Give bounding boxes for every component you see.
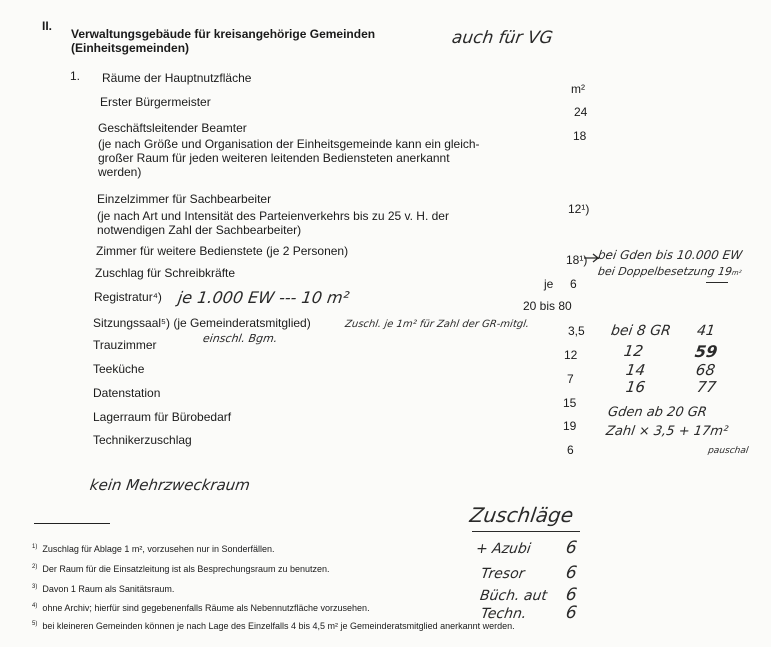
hw-pauschal: pauschal <box>707 446 749 456</box>
row-label-buergermeister: Erster Bürgermeister <box>100 95 211 109</box>
footnote-2-text: Der Raum für die Einsatzleitung ist als Besprechungsraum zu benutzen. <box>42 564 330 574</box>
hw-zuschlag-3-value: 6 <box>564 585 579 605</box>
row-note-beamter-3: werden) <box>98 165 142 179</box>
hw-doppelbesetzung-unit: m² <box>731 269 743 277</box>
hw-zuschlag-1-value: 6 <box>564 538 579 558</box>
row-label-registratur: Registratur⁴) <box>94 290 162 304</box>
footnote-4-mark: 4) <box>32 603 38 609</box>
subsection-number: 1. <box>70 69 81 83</box>
hw-zuschlag-4-value: 6 <box>564 603 579 623</box>
hw-gr-value-2: 59 <box>693 342 719 361</box>
row-value-buergermeister: 24 <box>574 105 588 119</box>
hw-gr-count-1: bei 8 GR <box>609 323 672 339</box>
hw-gr-count-2: 12 <box>622 342 645 360</box>
row-note-sachbearbeiter-1: (je nach Art und Intensität des Parteienverkehrs bis zu 25 v. H. der <box>97 209 449 223</box>
hw-zuschlaege-underline <box>472 531 580 532</box>
row-value-lagerraum: 19 <box>563 419 577 433</box>
row-label-sachbearbeiter: Einzelzimmer für Sachbearbeiter <box>97 192 272 206</box>
hw-auch-vg: auch für VG <box>450 28 555 48</box>
section-number: II. <box>42 19 53 33</box>
hw-zuschlaege-title: Zuschläge <box>468 503 575 527</box>
row-note-beamter-2: großer Raum für jeden weiteren leitenden Bediensteten anerkannt <box>98 151 450 165</box>
row-label-lagerraum: Lagerraum für Bürobedarf <box>93 410 232 424</box>
footnote-3-text: Davon 1 Raum als Sanitätsraum. <box>42 584 175 594</box>
row-value-beamter: 18 <box>573 129 587 143</box>
row-label-trauzimmer: Trauzimmer <box>93 338 157 352</box>
hw-gr-count-3: 14 <box>624 361 647 379</box>
row-value-sachbearbeiter: 12¹) <box>568 202 590 216</box>
row-label-schreibkraefte: Zuschlag für Schreibkräfte <box>95 266 236 280</box>
row-value-bedienstete: 18¹) <box>566 253 588 267</box>
footnote-4-text: ohne Archiv; hierfür sind gegebenenfalls Räume als Nebennutzfläche vorzusehen. <box>42 603 370 613</box>
hw-doppelbesetzung <box>597 265 742 278</box>
hw-gr-value-4: 77 <box>695 378 718 396</box>
row-label-datenstation: Datenstation <box>93 386 161 400</box>
section-title-line1: Verwaltungsgebäude für kreisangehörige Gemeinden <box>71 27 376 41</box>
section-title-line2: (Einheitsgemeinden) <box>71 41 190 55</box>
row-value-registratur: 20 bis 80 <box>523 299 572 313</box>
footnote-3-mark: 3) <box>32 584 38 590</box>
row-label-teekueche: Teeküche <box>93 362 145 376</box>
row-note-beamter-1: (je nach Größe und Organisation der Einheitsgemeinde kann ein gleich- <box>98 137 480 151</box>
hw-formel: Zahl × 3,5 + 17m² <box>604 424 730 439</box>
row-label-bedienstete: Zimmer für weitere Bedienstete (je 2 Personen) <box>96 244 349 258</box>
row-label-beamter: Geschäftsleitender Beamter <box>98 121 247 135</box>
row-value-techniker: 6 <box>567 443 574 457</box>
row-label-techniker: Technikerzuschlag <box>93 433 192 447</box>
row-value-trauzimmer: 12 <box>564 348 578 362</box>
hw-zuschlag-4-label: Techn. <box>479 606 528 622</box>
hw-registratur-note: je 1.000 EW --- 10 m² <box>176 288 351 307</box>
row-value-datenstation: 15 <box>563 396 577 410</box>
footnote-2-mark: 2) <box>32 564 38 570</box>
hw-gr-count-4: 16 <box>624 378 647 396</box>
hw-zuschlag-gr: Zuschl. je 1m² für Zahl der GR-mitgl. <box>344 319 530 330</box>
unit-header: m² <box>571 82 585 96</box>
footnote-5-text: bei kleineren Gemeinden können je nach Lage des Einzelfalls 4 bis 4,5 m² je Gemeinderatsmitglied anerkannt werden. <box>42 621 515 631</box>
footnote-1-text: Zuschlag für Ablage 1 m², vorzusehen nur in Sonderfällen. <box>42 544 275 554</box>
hw-zuschlag-1-label: + Azubi <box>474 541 532 557</box>
hw-gr-value-1: 41 <box>695 323 716 339</box>
row-label-sitzungssaal: Sitzungssaal⁵) (je Gemeinderatsmitglied) <box>93 316 311 330</box>
row-note-sachbearbeiter-2: notwendigen Zahl der Sachbearbeiter) <box>97 223 302 237</box>
hw-doppelbesetzung-text: bei Doppelbesetzung 19 <box>597 265 733 278</box>
row-value-sitzungssaal: 3,5 <box>568 324 585 338</box>
hw-kein-mehrzweckraum: kein Mehrzweckraum <box>88 476 252 494</box>
subsection-title: Räume der Hauptnutzfläche <box>102 71 252 85</box>
row-value-schreibkraefte: 6 <box>570 277 577 291</box>
hw-doppelbesetzung-underline <box>706 282 728 283</box>
hw-zuschlag-2-label: Tresor <box>479 566 526 582</box>
hw-zuschlag-3-label: Büch. aut <box>478 588 549 604</box>
hw-gden-10000: bei Gden bis 10.000 EW <box>597 248 744 262</box>
hw-zuschlag-2-value: 6 <box>564 563 579 583</box>
row-value-teekueche: 7 <box>567 372 574 386</box>
hw-gden-20gr: Gden ab 20 GR <box>606 405 708 420</box>
hw-einschl-bgm: einschl. Bgm. <box>202 332 279 345</box>
footnote-5-mark: 5) <box>32 621 38 627</box>
hw-gr-value-3: 68 <box>694 361 717 379</box>
footnote-1-mark: 1) <box>32 544 38 550</box>
row-prefix-schreibkraefte: je <box>544 277 554 291</box>
